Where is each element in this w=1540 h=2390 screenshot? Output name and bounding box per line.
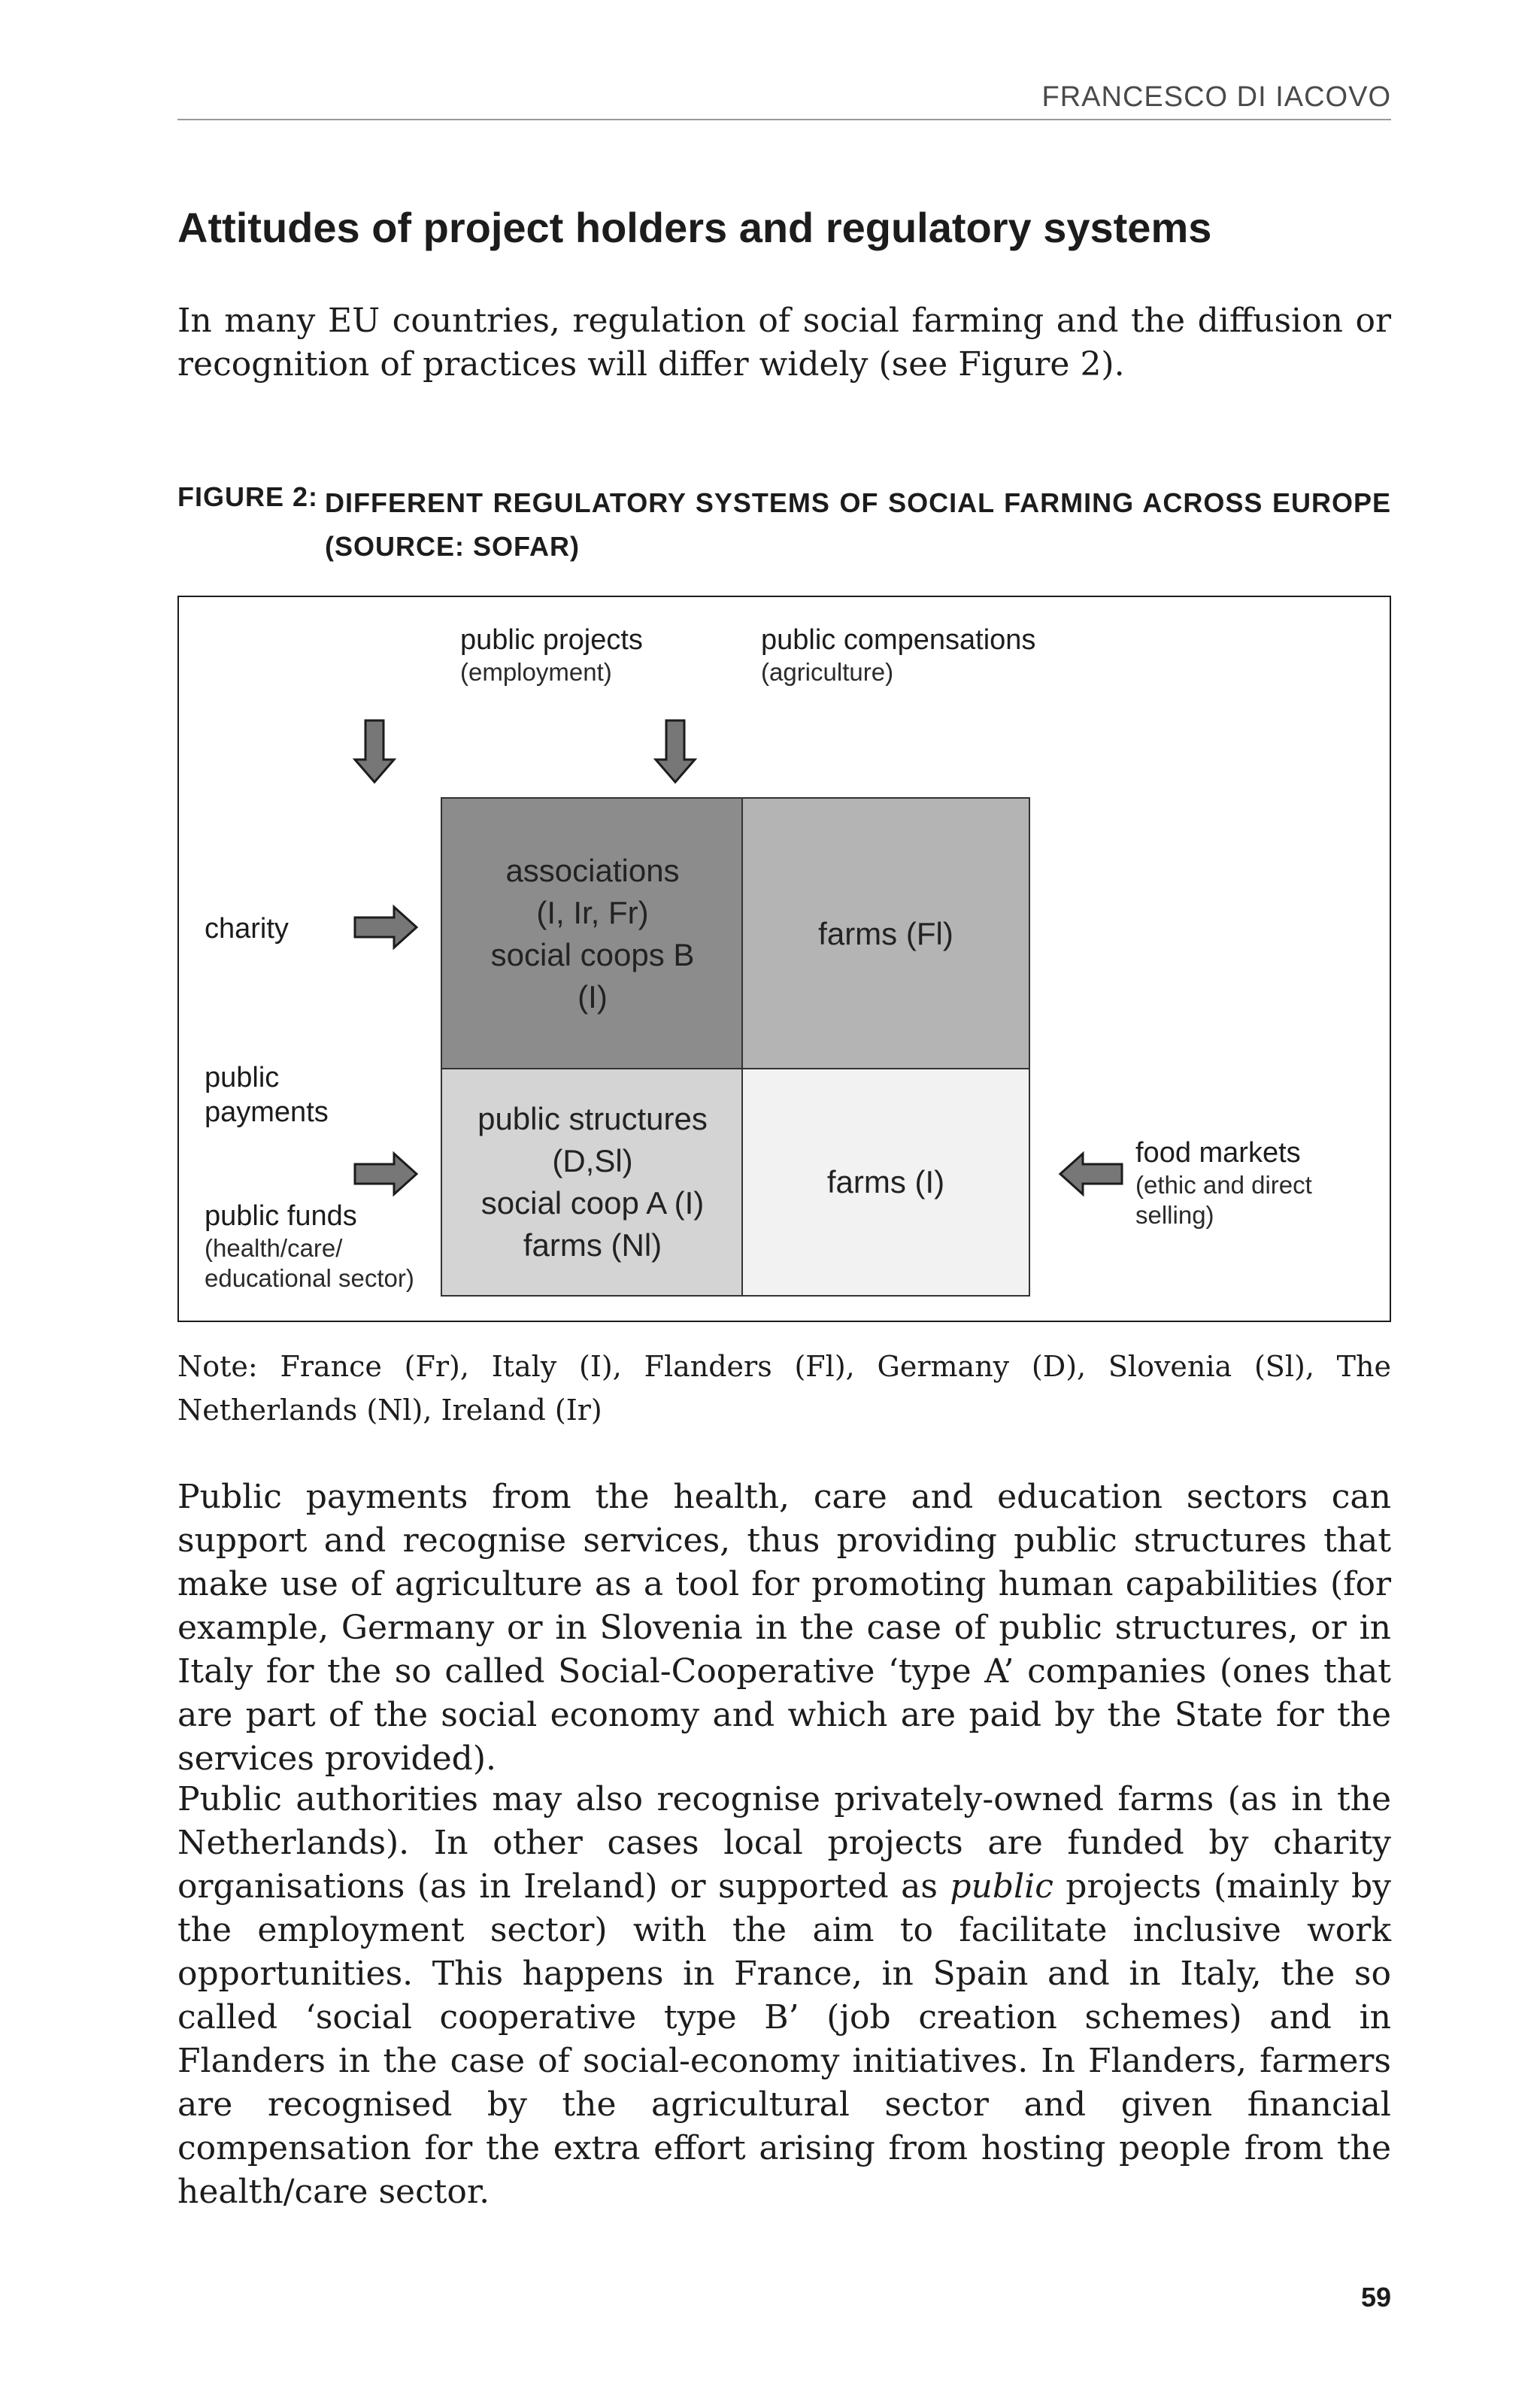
food-markets-label [1135,1136,1390,1230]
down-arrows [347,717,874,785]
page-number: 59 [1360,2282,1391,2313]
running-head: FRANCESCO DI IACOVO [1041,81,1391,113]
cell-farms-i [741,1068,1030,1297]
figure-diagram [177,596,1391,1322]
public-funds-sub: (health/care/ educational sector) [205,1234,414,1292]
figure-caption-title: DIFFERENT REGULATORY SYSTEMS OF SOCIAL FARMING ACROSS EUROPE (SOURCE: SOFAR) [325,487,1391,562]
left-arrow-icon-food-markets [1057,1149,1125,1199]
down-arrow-icon-right [656,720,695,782]
cell-associations [441,797,744,1071]
public-funds-label [205,1199,414,1294]
public-compensations-label [761,623,1035,687]
cell-associations-text: associations (I, Ir, Fr) social coops B (I) [490,853,695,1015]
paragraph-2-text-b: projects (mainly by the employment sector) with the aim to facilitate inclusive work opportunities. This happens in France, in Spain and in Italy, the so called ‘social cooperative type B’ (job creation schemes) and in Flanders in the case of social-economy initiatives. In Flanders, farmers are recognised by the agricultural sector and given financial compensation for the extra effort arising from hosting people from the health/care sector. [177,1867,1391,2211]
public-funds-main: public funds [205,1200,357,1232]
public-compensations-main: public compensations [761,624,1036,656]
paragraph-2-text-a: Public authorities may also recognise privately-owned farms (as in the Netherlands). In other cases local projects are funded by charity organisations (as in Ireland) or supported as [177,1780,1391,1906]
public-projects-label [460,623,643,687]
figure-caption-label: FIGURE 2: [177,481,319,512]
down-arrow-icon-left [355,720,394,782]
section-heading: Attitudes of project holders and regulatory systems [177,204,1212,251]
figure-note: Note: France (Fr), Italy (I), Flanders (Fl), Germany (D), Slovenia (Sl), The Netherlands (Nl), Ireland (Ir) [177,1350,1391,1427]
intro-paragraph: In many EU countries, regulation of social farming and the diffusion or recognition of practices will differ widely (see Figure 2). [177,302,1391,384]
public-payments-label: public payments [205,1062,329,1128]
cell-farms-fl-text: farms (Fl) [818,916,953,951]
right-arrow-icon-public-funds [352,1149,420,1199]
body-paragraph-1: Public payments from the health, care and education sectors can support and recognise services, thus providing public structures that make use of agriculture as a tool for promoting human capabilities (for example, Germany or in Slovenia in the case of public structures, or in Italy for the so called Social-Cooperative ‘type A’ companies (ones that are part of the social economy and which are paid by the State for the services provided). [177,1478,1391,1778]
cell-public-structures [441,1068,744,1297]
food-markets-main: food markets [1135,1137,1301,1169]
paragraph-2-italic-public: public [950,1867,1053,1906]
food-markets-sub: (ethic and direct selling) [1135,1171,1312,1229]
cell-farms-i-text: farms (I) [826,1164,945,1200]
charity-label: charity [205,913,289,945]
public-compensations-sub: (agriculture) [761,658,894,686]
public-projects-sub: (employment) [460,658,612,686]
right-arrow-icon-charity [352,902,420,952]
public-projects-main: public projects [460,624,643,656]
body-paragraph-2 [177,1778,1391,2214]
cell-public-structures-text: public structures (D,Sl) social coop A (I) farms (Nl) [477,1101,708,1263]
cell-farms-fl [741,797,1030,1071]
header-rule [177,119,1391,120]
